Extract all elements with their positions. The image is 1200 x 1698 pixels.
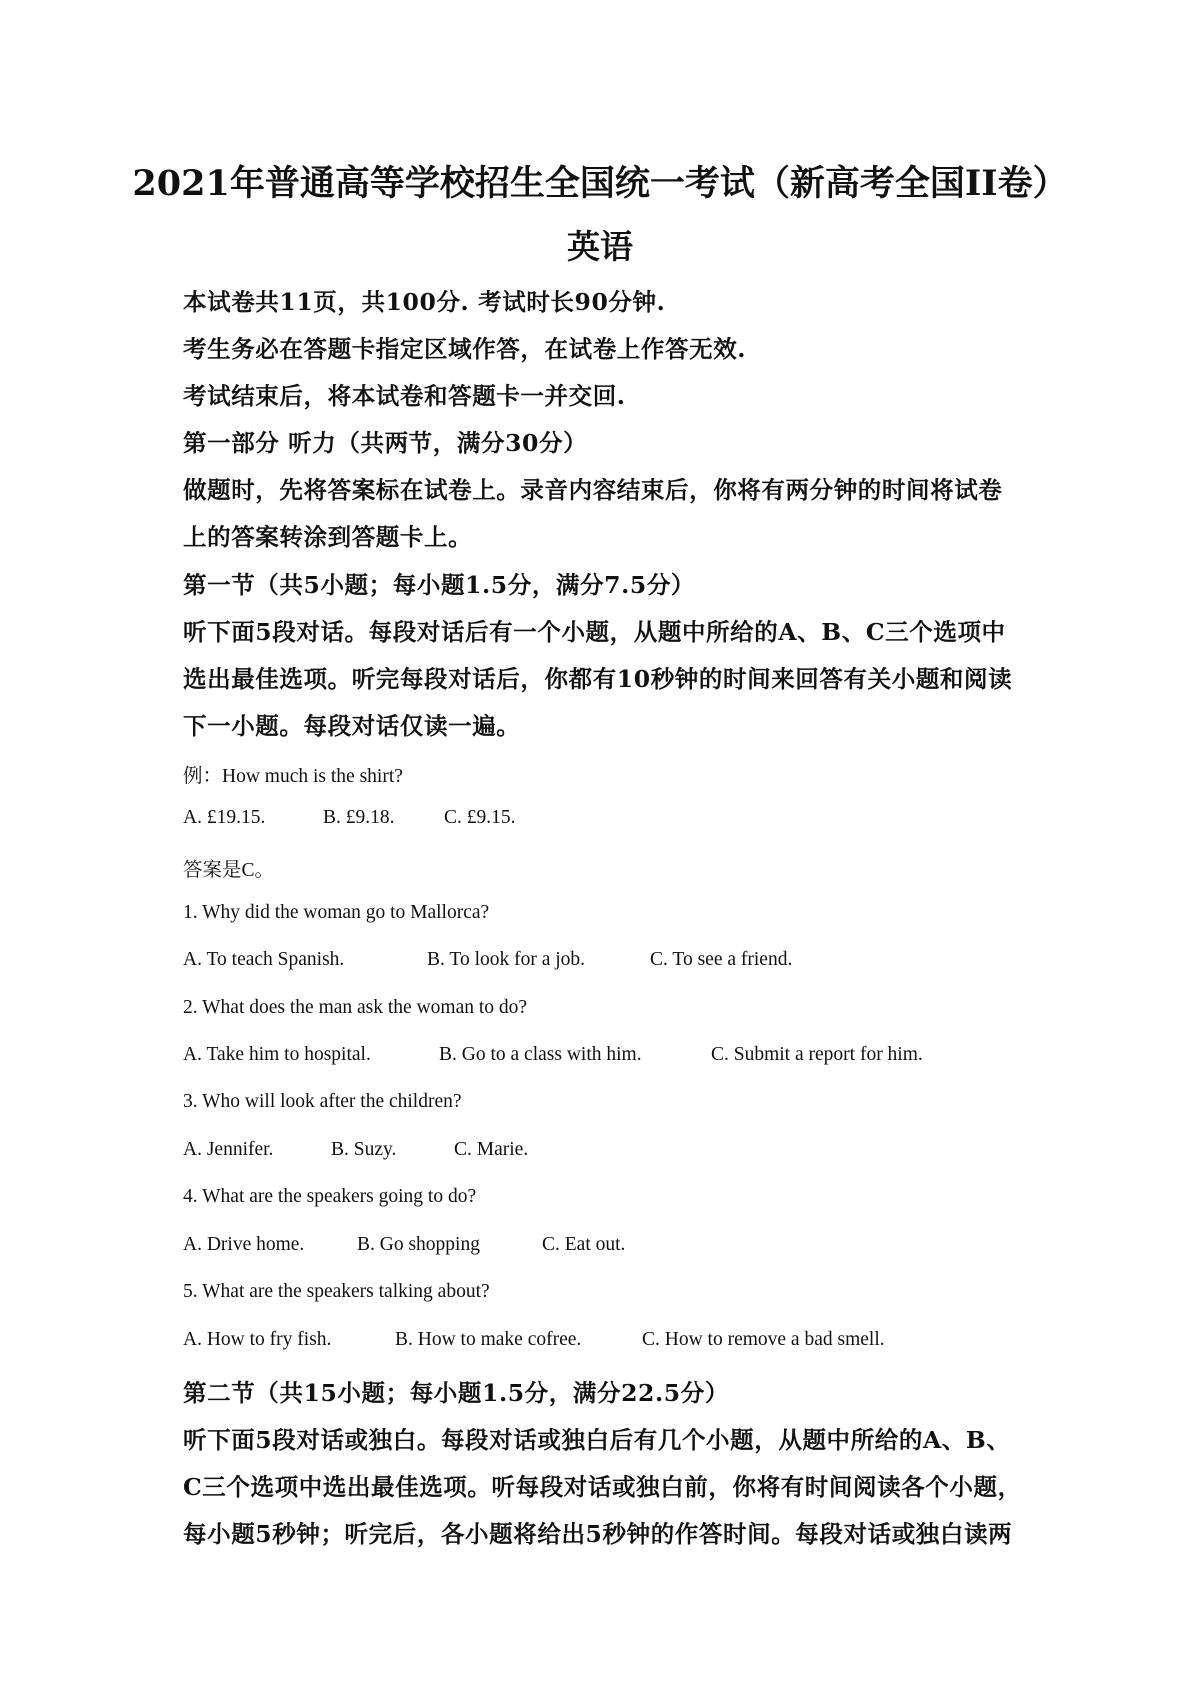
option-c: C. Marie. [454, 1139, 529, 1160]
question-3: 3. Who will look after the children? [183, 1091, 462, 1112]
exam-subject: 英语 [567, 227, 633, 266]
option-c: C. £9.15. [444, 807, 516, 828]
question-2: 2. What does the man ask the woman to do? [183, 997, 528, 1018]
note-line: 考生务必在答题卡指定区域作答，在试卷上作答无效. [183, 335, 747, 363]
part1-instruction-line: 做题时，先将答案标在试卷上。录音内容结束后，你将有两分钟的时间将试卷 [183, 476, 1003, 504]
option-c: C. How to remove a bad smell. [642, 1329, 885, 1350]
option-a: A. To teach Spanish. [183, 949, 345, 970]
example-answer: 答案是C。 [183, 860, 275, 881]
section2-heading: 第二节（共15小题；每小题1.5分，满分22.5分） [183, 1379, 729, 1407]
option-b: B. How to make cofree. [395, 1329, 582, 1350]
section1-instruction-line: 选出最佳选项。听完每段对话后，你都有10秒钟的时间来回答有关小题和阅读 [183, 665, 1013, 693]
question-1: 1. Why did the woman go to Mallorca? [183, 902, 490, 923]
option-b: B. £9.18. [323, 807, 395, 828]
option-b: B. Suzy. [331, 1139, 397, 1160]
option-a: A. Take him to hospital. [183, 1044, 371, 1065]
note-line: 考试结束后，将本试卷和答题卡一并交回. [183, 382, 626, 410]
section1-instruction-line: 听下面5段对话。每段对话后有一个小题，从题中所给的A、B、C三个选项中 [183, 618, 1006, 646]
option-c: C. To see a friend. [650, 949, 793, 970]
part1-heading: 第一部分 听力（共两节，满分30分） [183, 429, 588, 457]
option-b: B. To look for a job. [427, 949, 586, 970]
option-a: A. How to fry fish. [183, 1329, 332, 1350]
question-4: 4. What are the speakers going to do? [183, 1186, 477, 1207]
part1-instruction-line: 上的答案转涂到答题卡上。 [183, 523, 473, 551]
question-5: 5. What are the speakers talking about? [183, 1281, 490, 1302]
option-c: C. Submit a report for him. [711, 1044, 923, 1065]
note-line: 本试卷共11页，共100分. 考试时长90分钟. [183, 288, 666, 316]
section2-instruction-line: C三个选项中选出最佳选项。听每段对话或独白前，你将有时间阅读各个小题， [183, 1473, 1022, 1501]
section1-instruction-line: 下一小题。每段对话仅读一遍。 [183, 712, 521, 740]
option-b: B. Go to a class with him. [439, 1044, 642, 1065]
option-a: A. £19.15. [183, 807, 266, 828]
section2-instruction-line: 每小题5秒钟；听完后，各小题将给出5秒钟的作答时间。每段对话或独白读两 [183, 1520, 1013, 1548]
section2-instruction-line: 听下面5段对话或独白。每段对话或独白后有几个小题，从题中所给的A、B、 [183, 1426, 1011, 1454]
option-a: A. Drive home. [183, 1234, 305, 1255]
option-a: A. Jennifer. [183, 1139, 274, 1160]
section1-heading: 第一节（共5小题；每小题1.5分，满分7.5分） [183, 571, 696, 599]
option-c: C. Eat out. [542, 1234, 626, 1255]
exam-title: 2021年普通高等学校招生全国统一考试（新高考全国II卷） [132, 163, 1068, 204]
example-question: 例：How much is the shirt? [183, 766, 403, 787]
option-b: B. Go shopping [357, 1234, 480, 1255]
